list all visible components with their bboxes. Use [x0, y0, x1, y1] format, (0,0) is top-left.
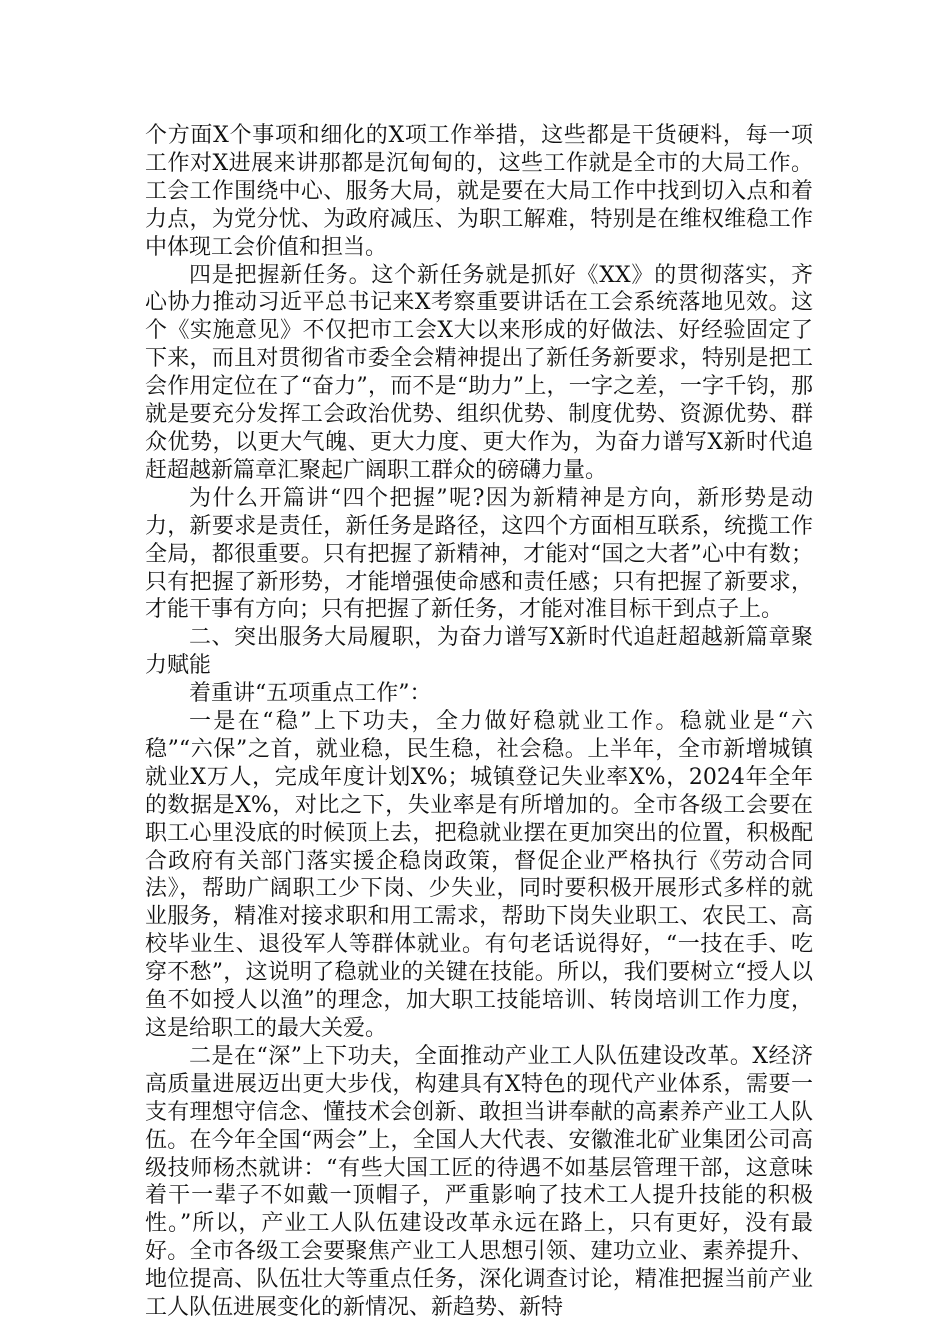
- paragraph-7: 二是在“深”上下功夫，全面推动产业工人队伍建设改革。X经济高质量进展迈出更大步伐，构建具有X特色的现代产业体系，需要一支有理想守信念、懂技术会创新、敢担当讲奉献的高素养产业工人队伍。在今年全国“两会”上，全国人大代表、安徽淮北矿业集团公司高级技师杨杰就讲：“有些大国工匠的待遇不如基层管理干部，这意味着干一辈子不如戴一顶帽子，严重影响了技术工人提升技能的积极性。”所以，产业工人队伍建设改革永远在路上，只有更好，没有最好。全市各级工会要聚焦产业工人思想引领、建功立业、素养提升、地位提高、队伍壮大等重点任务，深化调查讨论，精准把握当前产业工人队伍进展变化的新情况、新趋势、新特: [145, 1043, 813, 1321]
- document-page: [145, 122, 813, 1322]
- paragraph-3: 为什么开篇讲“四个把握”呢?因为新精神是方向，新形势是动力，新要求是责任，新任务是路径，这四个方面相互联系，统揽工作全局，都很重要。只有把握了新精神，才能对“国之大者”心中有数；只有把握了新形势，才能增强使命感和责任感；只有把握了新要求，才能干事有方向；只有把握了新任务，才能对准目标干到点子上。: [145, 485, 813, 623]
- paragraph-6: 一是在“稳”上下功夫，全力做好稳就业工作。稳就业是“六稳”“六保”之首，就业稳，民生稳，社会稳。上半年，全市新增城镇就业X万人，完成年度计划X%；城镇登记失业率X%，2024年全年的数据是X%，对比之下，失业率是有所增加的。全市各级工会要在职工心里没底的时候顶上去，把稳就业摆在更加突出的位置，积极配合政府有关部门落实援企稳岗政策，督促企业严格执行《劳动合同法》，帮助广阔职工少下岗、少失业，同时要积极开展形式多样的就业服务，精准对接求职和用工需求，帮助下岗失业职工、农民工、高校毕业生、退役军人等群体就业。有句老话说得好，“一技在手、吃穿不愁”，这说明了稳就业的关键在技能。所以，我们要树立“授人以鱼不如授人以渔”的理念，加大职工技能培训、转岗培训工作力度，这是给职工的最大关爱。: [145, 709, 813, 1041]
- section-heading: 二、突出服务大局履职，为奋力谱写X新时代追赶超越新篇章聚力赋能: [145, 625, 813, 679]
- paragraph-1: 个方面X个事项和细化的X项工作举措，这些都是干货硬料，每一项工作对X进展来讲那都是沉甸甸的，这些工作就是全市的大局工作。工会工作围绕中心、服务大局，就是要在大局工作中找到切入点和着力点，为党分忧、为政府减压、为职工解难，特别是在维权维稳工作中体现工会价值和担当。: [145, 123, 813, 260]
- paragraph-2: 四是把握新任务。这个新任务就是抓好《XX》的贯彻落实，齐心协力推动习近平总书记来X考察重要讲话在工会系统落地见效。这个《实施意见》不仅把市工会X大以来形成的好做法、好经验固定了下来，而且对贯彻省市委全会精神提出了新任务新要求，特别是把工会作用定位在了“奋力”，而不是“助力”上，一字之差，一字千钧，那就是要充分发挥工会政治优势、组织优势、制度优势、资源优势、群众优势，以更大气魄、更大力度、更大作为，为奋力谱写X新时代追赶超越新篇章汇聚起广阔职工群众的磅礴力量。: [145, 262, 813, 483]
- paragraph-5: 着重讲“五项重点工作”：: [189, 681, 432, 707]
